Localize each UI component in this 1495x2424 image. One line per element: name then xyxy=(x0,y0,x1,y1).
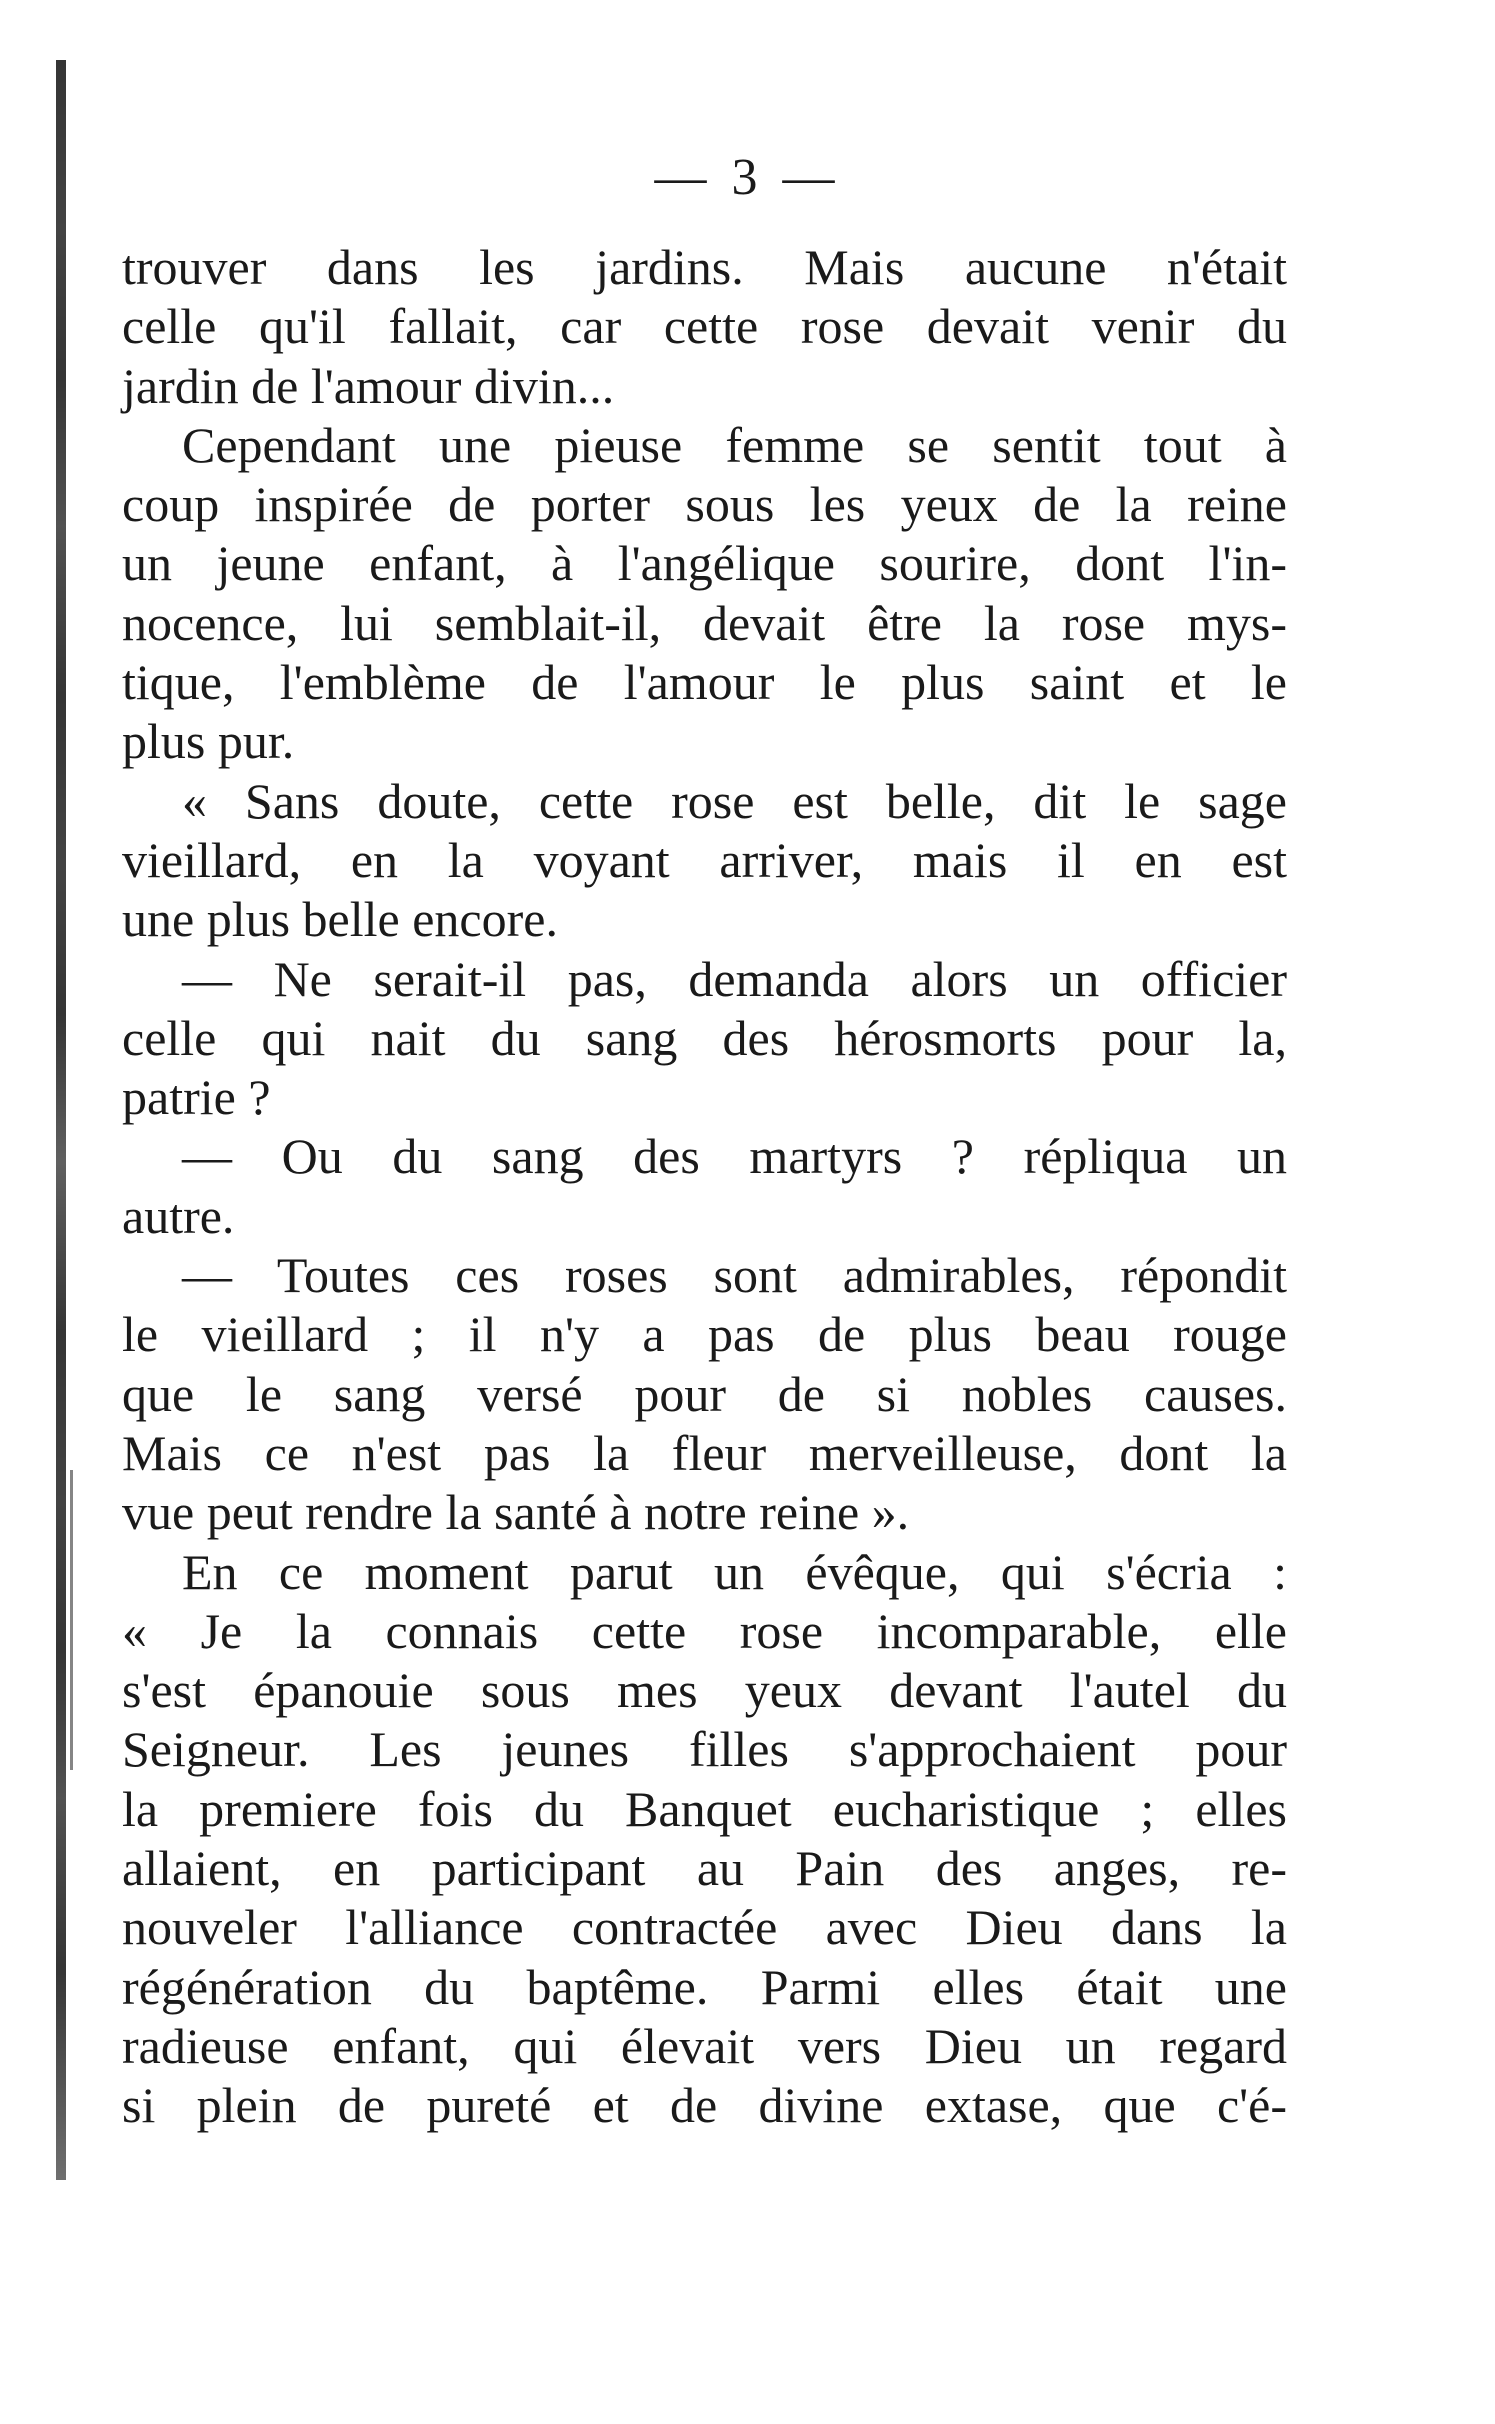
text-line: plus pur. xyxy=(122,713,295,770)
page-number: — 3 — xyxy=(654,149,841,206)
text-line: vue peut rendre la santé à notre reine ». xyxy=(122,1484,910,1541)
text-line: autre. xyxy=(122,1187,235,1244)
text-line: si plein de pureté et de divine extase, que c'é- xyxy=(122,2077,1287,2134)
body-text xyxy=(122,238,1287,2136)
text-line: tique, l'emblème de l'amour le plus saint et le xyxy=(122,654,1287,711)
text-line: patrie ? xyxy=(122,1069,271,1126)
text-line: « Sans doute, cette rose est belle, dit le sage xyxy=(182,772,1287,829)
text-line: Cependant une pieuse femme se sentit tout à xyxy=(182,416,1287,473)
text-line: nouveler l'alliance contractée avec Dieu dans la xyxy=(122,1899,1287,1956)
text-line: « Je la connais cette rose incomparable, elle xyxy=(122,1602,1287,1659)
text-line: un jeune enfant, à l'angélique sourire, dont l'in- xyxy=(122,535,1287,592)
text-line: radieuse enfant, qui élevait vers Dieu un regard xyxy=(122,2017,1287,2074)
text-line: régénération du baptême. Parmi elles était une xyxy=(122,1958,1287,2015)
text-line: celle qui nait du sang des hérosmorts pour la, xyxy=(122,1009,1287,1066)
text-line: vieillard, en la voyant arriver, mais il en est xyxy=(122,831,1287,888)
text-line: celle qu'il fallait, car cette rose devait venir du xyxy=(122,298,1287,355)
text-line: une plus belle encore. xyxy=(122,891,558,948)
binding-edge-shadow xyxy=(56,60,66,2180)
text-line: coup inspirée de porter sous les yeux de la reine xyxy=(122,476,1287,533)
text-line: que le sang versé pour de si nobles causes. xyxy=(122,1365,1287,1422)
binding-edge-line xyxy=(70,1470,73,1770)
text-line: le vieillard ; il n'y a pas de plus beau rouge xyxy=(122,1306,1287,1363)
text-line: nocence, lui semblait-il, devait être la rose mys- xyxy=(122,594,1287,651)
text-line: Seigneur. Les jeunes filles s'approchaient pour xyxy=(122,1721,1287,1778)
text-line: Mais ce n'est pas la fleur merveilleuse, dont la xyxy=(122,1424,1287,1481)
text-line: trouver dans les jardins. Mais aucune n'était xyxy=(122,239,1287,295)
text-line: — Toutes ces roses sont admirables, répondit xyxy=(182,1247,1287,1304)
text-line: la premiere fois du Banquet eucharistique ; elles xyxy=(122,1780,1287,1837)
text-line: s'est épanouie sous mes yeux devant l'autel du xyxy=(122,1662,1287,1719)
text-line: En ce moment parut un évêque, qui s'écria : xyxy=(182,1543,1287,1600)
text-line: jardin de l'amour divin... xyxy=(122,357,615,414)
text-line: allaient, en participant au Pain des anges, re- xyxy=(122,1840,1287,1897)
text-line: — Ne serait-il pas, demanda alors un officier xyxy=(182,950,1287,1007)
text-line: — Ou du sang des martyrs ? répliqua un xyxy=(182,1128,1287,1185)
